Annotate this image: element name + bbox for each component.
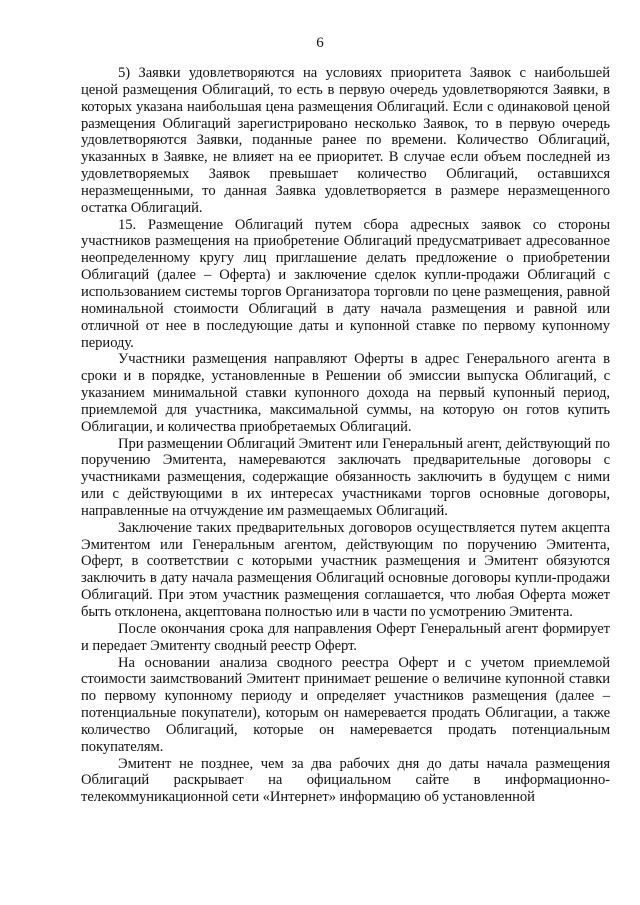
paragraph-offer-acceptance: Заключение таких предварительных договоров осуществляется путем акцепта Эмитентом или Генеральным агентом, действующим по поручению Эмитента, Оферт, в соответствии с которыми участник размещения и Эмитент обязуются заключить в дату начала размещения Облигаций основные договоры купли-продажи Облигаций. При этом участник размещения соглашается, что любая Оферта может быть отклонена, акцептована полностью или в части по усмотрению Эмитента. (81, 519, 610, 620)
page-number: 6 (316, 35, 324, 51)
paragraph-bid-priority: 5) Заявки удовлетворяются на условиях приоритета Заявок с наибольшей ценой размещения Облигаций, то есть в первую очередь удовлетворяются Заявки, в которых указана наибольшая цена размещения Облигаций. Если с одинаковой ценой размещения Облигаций зарегистрировано несколько Заявок, то в первую очередь удовлетворяются Заявки, поданные ранее по времени. Количество Облигаций, указанных в Заявке, не влияет на ее приоритет. В случае если объем последней из удовлетворяемых Заявок превышает количество Облигаций, оставшихся неразмещенными, то данная Заявка удовлетворяется в размере неразмещенного остатка Облигаций. (81, 65, 610, 216)
paragraph-disclosure: Эмитент не позднее, чем за два рабочих дня до даты начала размещения Облигаций раскрывает на официальном сайте в информационно-телекоммуникационной сети «Интернет» информацию об установленной (81, 755, 610, 806)
paragraph-offers-submission: Участники размещения направляют Оферты в адрес Генерального агента в сроки и в порядке, установленные в Решении об эмиссии выпуска Облигаций, с указанием минимальной ставки купонного дохода на первый купонный период, приемлемой для участника, максимальной суммы, на которую он готов купить Облигации, и количества приобретаемых Облигаций. (81, 351, 610, 435)
paragraph-consolidated-register: После окончания срока для направления Оферт Генеральный агент формирует и передает Эмитенту сводный реестр Оферт. (81, 620, 610, 654)
document-body (81, 65, 610, 806)
paragraph-preliminary-agreements: При размещении Облигаций Эмитент или Генеральный агент, действующий по поручению Эмитента, намереваются заключать предварительные договоры с участниками размещения, содержащие обязанность заключить в будущем с ними или с действующими в их интересах участниками торгов основные договоры, направленные на отчуждение им размещаемых Облигаций. (81, 435, 610, 519)
paragraph-coupon-decision: На основании анализа сводного реестра Оферт и с учетом приемлемой стоимости заимствований Эмитент принимает решение о величине купонной ставки по первому купонному периоду и определяет участников размещения (далее – потенциальные покупатели), которым он намеревается продать Облигации, а также количество Облигаций, которые он намеревается продать потенциальным покупателям. (81, 654, 610, 755)
paragraph-section-15: 15. Размещение Облигаций путем сбора адресных заявок со стороны участников размещения на приобретение Облигаций предусматривает адресованное неопределенному кругу лиц приглашение делать предложение о приобретении Облигаций (далее – Оферта) и заключение сделок купли-продажи Облигаций с использованием системы торгов Организатора торговли по цене размещения, равной номинальной стоимости Облигаций в дату начала размещения и равной или отличной от нее в последующие даты и купонной ставке по первому купонному периоду. (81, 216, 610, 351)
